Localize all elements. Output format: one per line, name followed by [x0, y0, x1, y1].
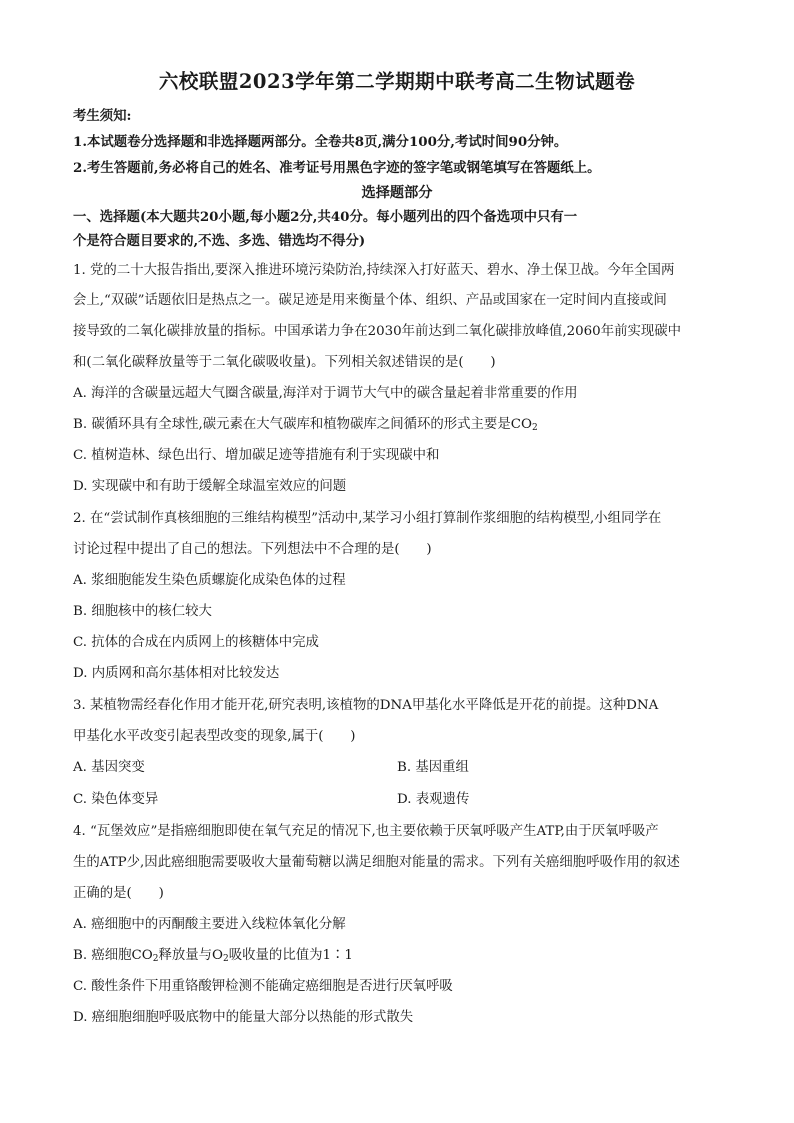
q4-stem-line-1: 4. “瓦堡效应”是指癌细胞即使在氧气充足的情况下,也主要依赖于厌氧呼吸产生ATP,由于厌氧呼吸产 [73, 824, 659, 839]
q4-option-b: B. 癌细胞$CO_2$释放量与$O_2$吸收量的比值为1∶1 [73, 948, 353, 964]
q1-option-c: C. 植树造林、绿色出行、增加碳足迹等措施有利于实现碳中和 [73, 448, 440, 463]
subscript-2: 2 [531, 423, 538, 433]
notice-heading: 考生须知: [73, 108, 132, 124]
q4-option-d: D. 癌细胞细胞呼吸底物中的能量大部分以热能的形式散失 [73, 1010, 414, 1025]
q2-stem-line-2: 讨论过程中提出了自己的想法。下列想法中不合理的是( ) [73, 542, 432, 557]
subscript-2: 2 [223, 954, 229, 964]
q1-stem-line-3: 接导致的二氧化碳排放量的指标。中国承诺力争在2030年前达到二氧化碳排放峰值,2060年前实现碳中 [73, 324, 682, 339]
q3-option-b: B. 基因重组 [397, 760, 469, 775]
q2-option-b: B. 细胞核中的核仁较大 [73, 604, 212, 619]
q1-option-b: B. 碳循环具有全球性,碳元素在大气碳库和植物碳库之间循环的形式主要是$CO_2$ [73, 417, 538, 433]
q4-stem-line-2: 生的ATP少,因此癌细胞需要吸收大量葡萄糖以满足细胞对能量的需求。下列有关癌细胞呼吸作用的叙述 [73, 855, 680, 870]
q1-stem-line-2: 会上,“双碳”话题依旧是热点之一。碳足迹是用来衡量个体、组织、产品或国家在一定时间内直接或间 [73, 293, 667, 308]
q2-option-a: A. 浆细胞能发生染色质螺旋化成染色体的过程 [73, 573, 346, 588]
q1-stem-line-4: 和(二氧化碳释放量等于二氧化碳吸收量)。下列相关叙述错误的是( ) [73, 355, 496, 370]
notice-item-1: 1.本试题卷分选择题和非选择题两部分。全卷共8页,满分100分,考试时间90分钟。 [73, 134, 568, 150]
q1-option-d: D. 实现碳中和有助于缓解全球温室效应的问题 [73, 479, 347, 494]
section-title: 选择题部分 [361, 185, 433, 201]
q3-stem-line-2: 甲基化水平改变引起表型改变的现象,属于( ) [73, 729, 356, 744]
q4-stem-line-3: 正确的是( ) [73, 886, 164, 901]
section-instructions-line-1: 一、选择题(本大题共20小题,每小题2分,共40分。每小题列出的四个备选项中只有一 [73, 209, 578, 225]
subscript-2: 2 [152, 954, 159, 964]
q2-option-d: D. 内质网和高尔基体相对比较发达 [73, 666, 280, 681]
notice-item-2: 2.考生答题前,务必将自己的姓名、准考证号用黑色字迹的签字笔或钢笔填写在答题纸上。 [73, 160, 601, 176]
q4-option-a: A. 癌细胞中的丙酮酸主要进入线粒体氧化分解 [73, 917, 346, 932]
q3-option-a: A. 基因突变 [73, 760, 145, 775]
exam-title: 六校联盟2023学年第二学期期中联考高二生物试题卷 [158, 70, 636, 93]
q2-stem-line-1: 2. 在“尝试制作真核细胞的三维结构模型”活动中,某学习小组打算制作浆细胞的结构模型,小组同学在 [73, 511, 662, 526]
q3-option-c: C. 染色体变异 [73, 792, 159, 807]
q2-option-c: C. 抗体的合成在内质网上的核糖体中完成 [73, 635, 319, 650]
section-instructions-line-2: 个是符合题目要求的,不选、多选、错选均不得分) [73, 233, 366, 249]
q1-option-a: A. 海洋的含碳量远超大气圈含碳量,海洋对于调节大气中的碳含量起着非常重要的作用 [73, 386, 578, 401]
q1-stem-line-1: 1. 党的二十大报告指出,要深入推进环境污染防治,持续深入打好蓝天、碧水、净土保卫战。今年全国两 [73, 263, 675, 278]
q3-option-d: D. 表观遗传 [397, 792, 470, 807]
q4-option-c: C. 酸性条件下用重铬酸钾检测不能确定癌细胞是否进行厌氧呼吸 [73, 979, 453, 994]
q3-stem-line-1: 3. 某植物需经春化作用才能开花,研究表明,该植物的DNA甲基化水平降低是开花的前提。这种DNA [73, 698, 659, 713]
